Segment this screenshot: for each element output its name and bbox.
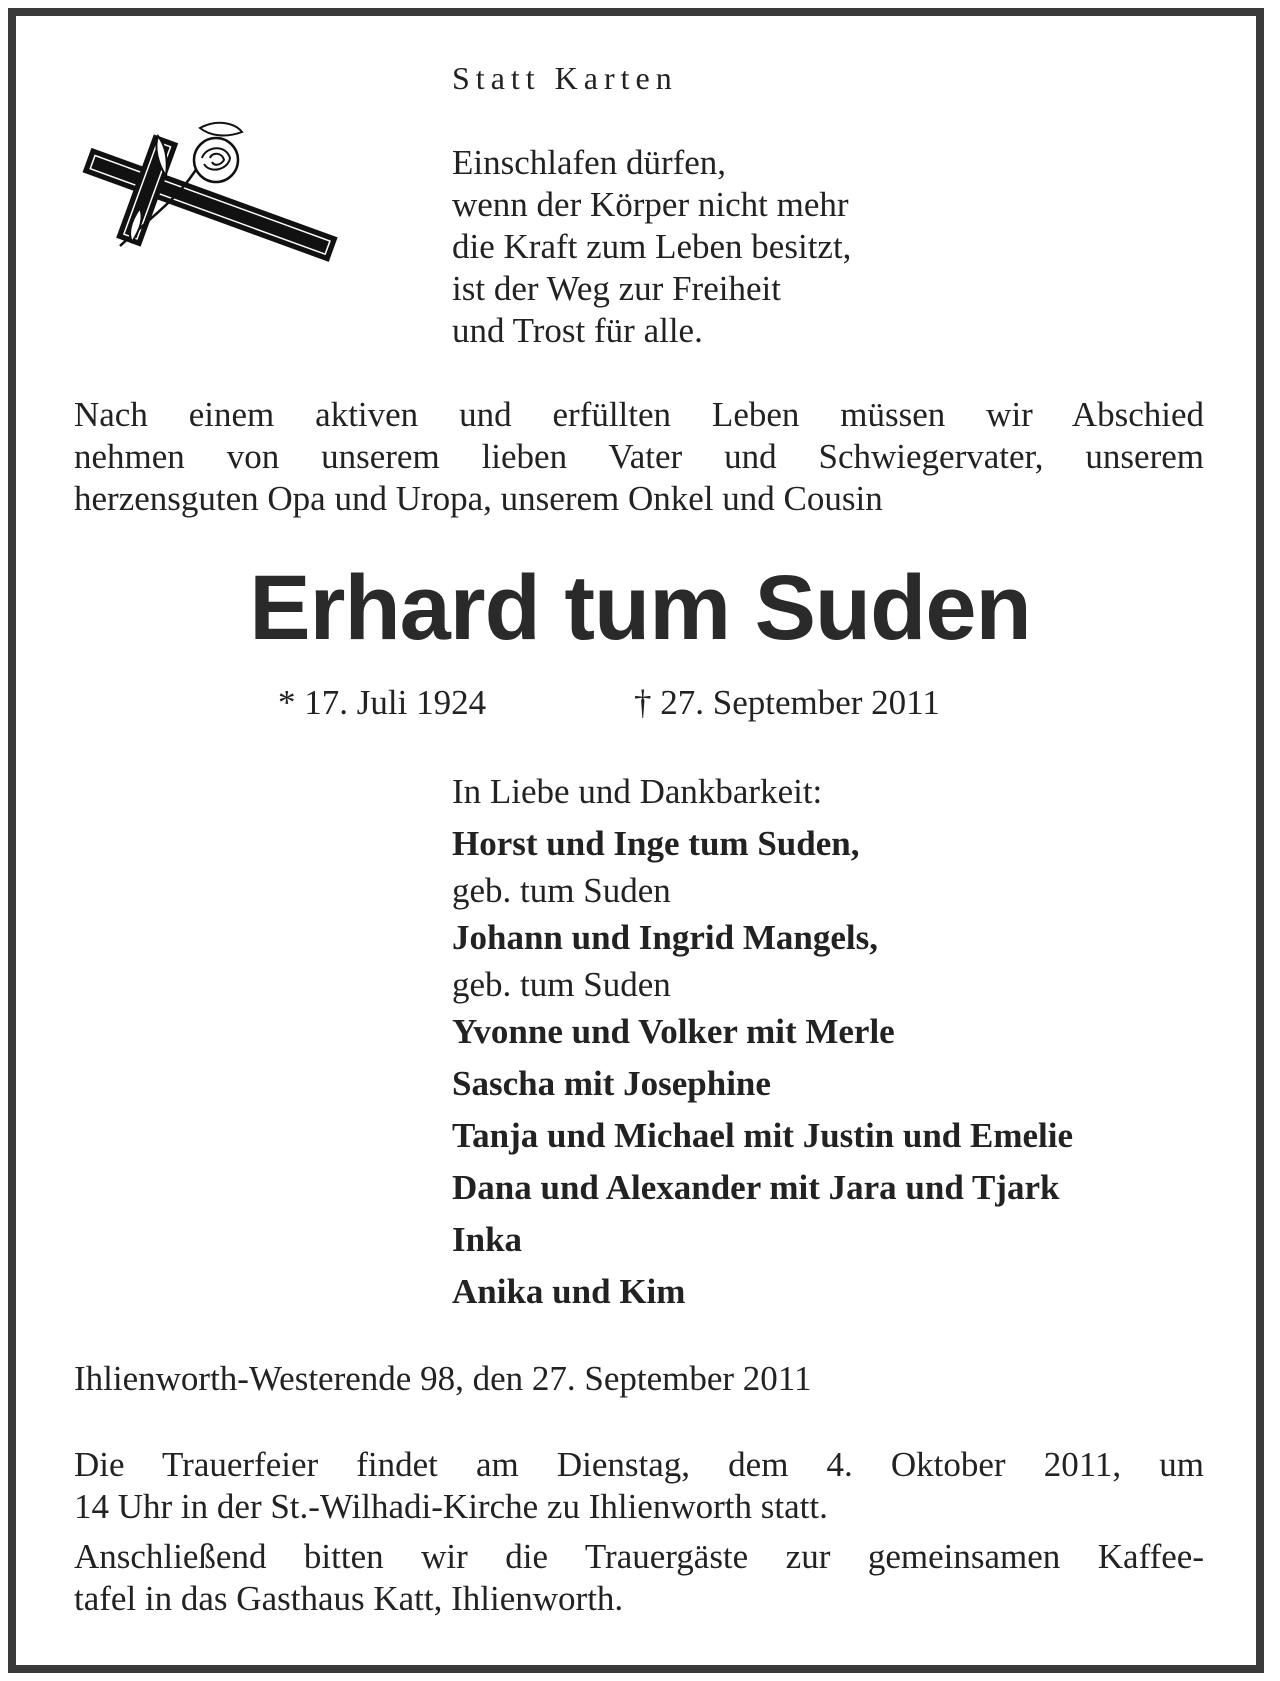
intro-line: nehmen von unserem lieben Vater und Schwiegervater, unserem	[74, 437, 1204, 476]
poem-line: wenn der Körper nicht mehr	[452, 185, 849, 224]
intro-paragraph	[74, 394, 1204, 520]
family-entry: Horst und Inge tum Suden,	[452, 824, 860, 863]
family-heading: In Liebe und Dankbarkeit:	[452, 772, 823, 811]
family-entry: Dana und Alexander mit Jara und Tjark	[452, 1168, 1060, 1207]
family-entry: Tanja und Michael mit Justin und Emelie	[452, 1116, 1074, 1155]
place-and-date: Ihlienworth-Westerende 98, den 27. September 2011	[74, 1359, 812, 1398]
paragraph-gap	[74, 1528, 1204, 1536]
poem	[452, 142, 851, 352]
poem-line: und Trost für alle.	[452, 311, 703, 350]
deceased-name: Erhard tum Suden	[249, 557, 1031, 659]
poem-line: Einschlafen dürfen,	[452, 143, 727, 182]
family-entry-note: geb. tum Suden	[452, 871, 671, 910]
birth-date: * 17. Juli 1924	[278, 683, 487, 722]
intro-line: herzensguten Opa und Uropa, unserem Onkel und Cousin	[74, 479, 883, 518]
funeral-info	[74, 1444, 1204, 1620]
family-entry: Johann und Ingrid Mangels,	[452, 918, 878, 957]
intro-line: Nach einem aktiven und erfüllten Leben müssen wir Abschied	[74, 395, 1204, 434]
reception-line: Anschließend bitten wir die Trauergäste zur gemeinsamen Kaffee-	[74, 1537, 1204, 1576]
cross-with-rose-icon	[70, 118, 350, 288]
family-entry: Anika und Kim	[452, 1272, 686, 1311]
family-entry: Inka	[452, 1220, 523, 1259]
funeral-line: Die Trauerfeier findet am Dienstag, dem 4. Oktober 2011, um	[74, 1445, 1204, 1484]
funeral-line: 14 Uhr in der St.-Wilhadi-Kirche zu Ihlienworth statt.	[74, 1487, 828, 1526]
reception-line: tafel in das Gasthaus Katt, Ihlienworth.	[74, 1579, 624, 1618]
death-date: † 27. September 2011	[634, 683, 940, 722]
family-list	[452, 766, 1073, 1318]
family-entry: Yvonne und Volker mit Merle	[452, 1012, 895, 1051]
poem-line: ist der Weg zur Freiheit	[452, 269, 781, 308]
poem-line: die Kraft zum Leben besitzt,	[452, 227, 852, 266]
family-entry: Sascha mit Josephine	[452, 1064, 771, 1103]
statt-karten-heading: Statt Karten	[452, 60, 678, 96]
family-entry-note: geb. tum Suden	[452, 965, 671, 1004]
